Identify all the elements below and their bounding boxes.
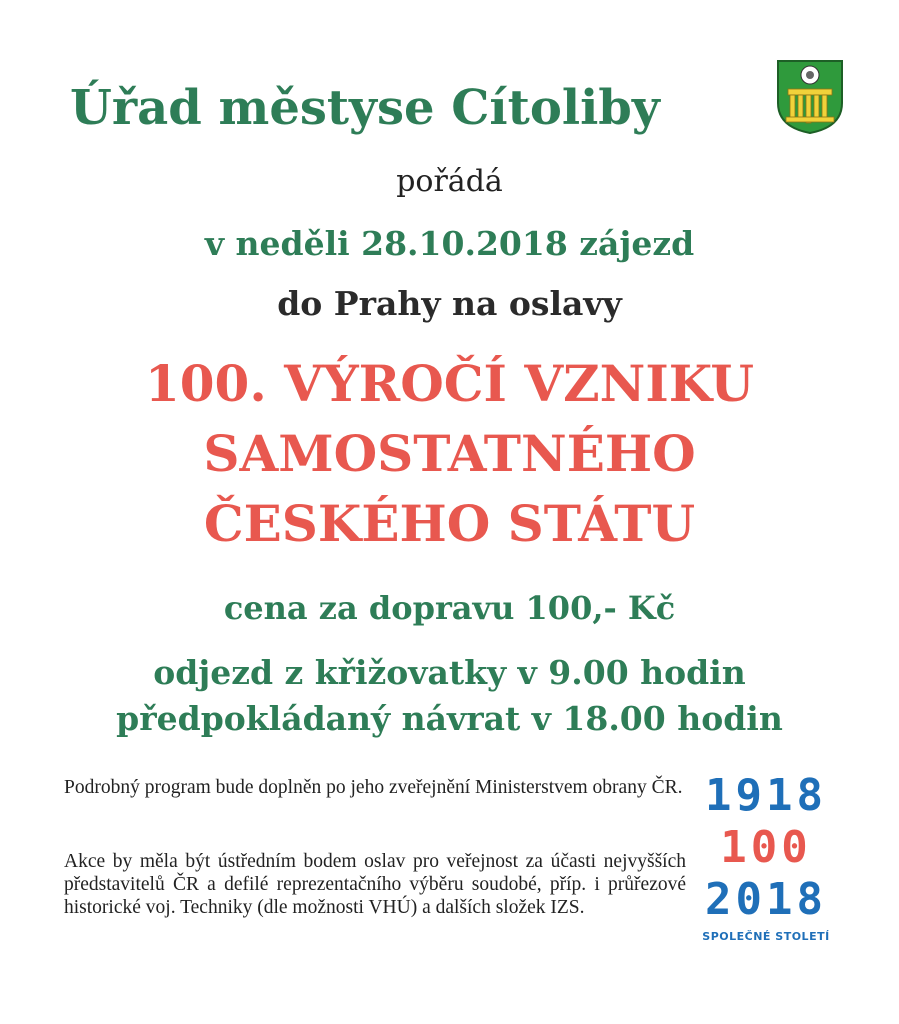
event-destination: do Prahy na oslavy — [277, 284, 622, 323]
organizes-text: pořádá — [396, 164, 503, 199]
program-note: Podrobný program bude doplněn po jeho zveřejnění Ministerstvem obrany ČR. — [64, 777, 683, 798]
logo-motto: SPOLEČNÉ STOLETÍ — [702, 930, 830, 943]
return-time: předpokládaný návrat v 18.00 hodin — [116, 699, 783, 738]
centenary-logo — [696, 772, 836, 952]
headline-line-2: SAMOSTATNÉHO — [203, 424, 696, 483]
logo-year-start: 1918 — [705, 770, 827, 821]
event-date: v neděli 28.10.2018 zájezd — [204, 224, 695, 263]
logo-years: 100 — [720, 822, 812, 873]
page-title: Úřad městyse Cítoliby — [70, 80, 660, 136]
transport-price: cena za dopravu 100,- Kč — [223, 589, 676, 627]
event-description: Akce by měla být ústředním bodem oslav pro veřejnost za účasti nejvyšších představitelů ČR a defilé reprezentačního výběru soudobé, příp. i průřezové historické voj. Techniky (dle možnosti VHÚ) a dalších složek IZS. — [64, 851, 686, 918]
coat-of-arms-icon — [776, 59, 844, 135]
headline-line-1: 100. VÝROČÍ VZNIKU — [144, 354, 755, 413]
departure-time: odjezd z křižovatky v 9.00 hodin — [153, 653, 746, 692]
headline-line-3: ČESKÉHO STÁTU — [203, 494, 696, 553]
logo-year-end: 2018 — [705, 874, 827, 925]
